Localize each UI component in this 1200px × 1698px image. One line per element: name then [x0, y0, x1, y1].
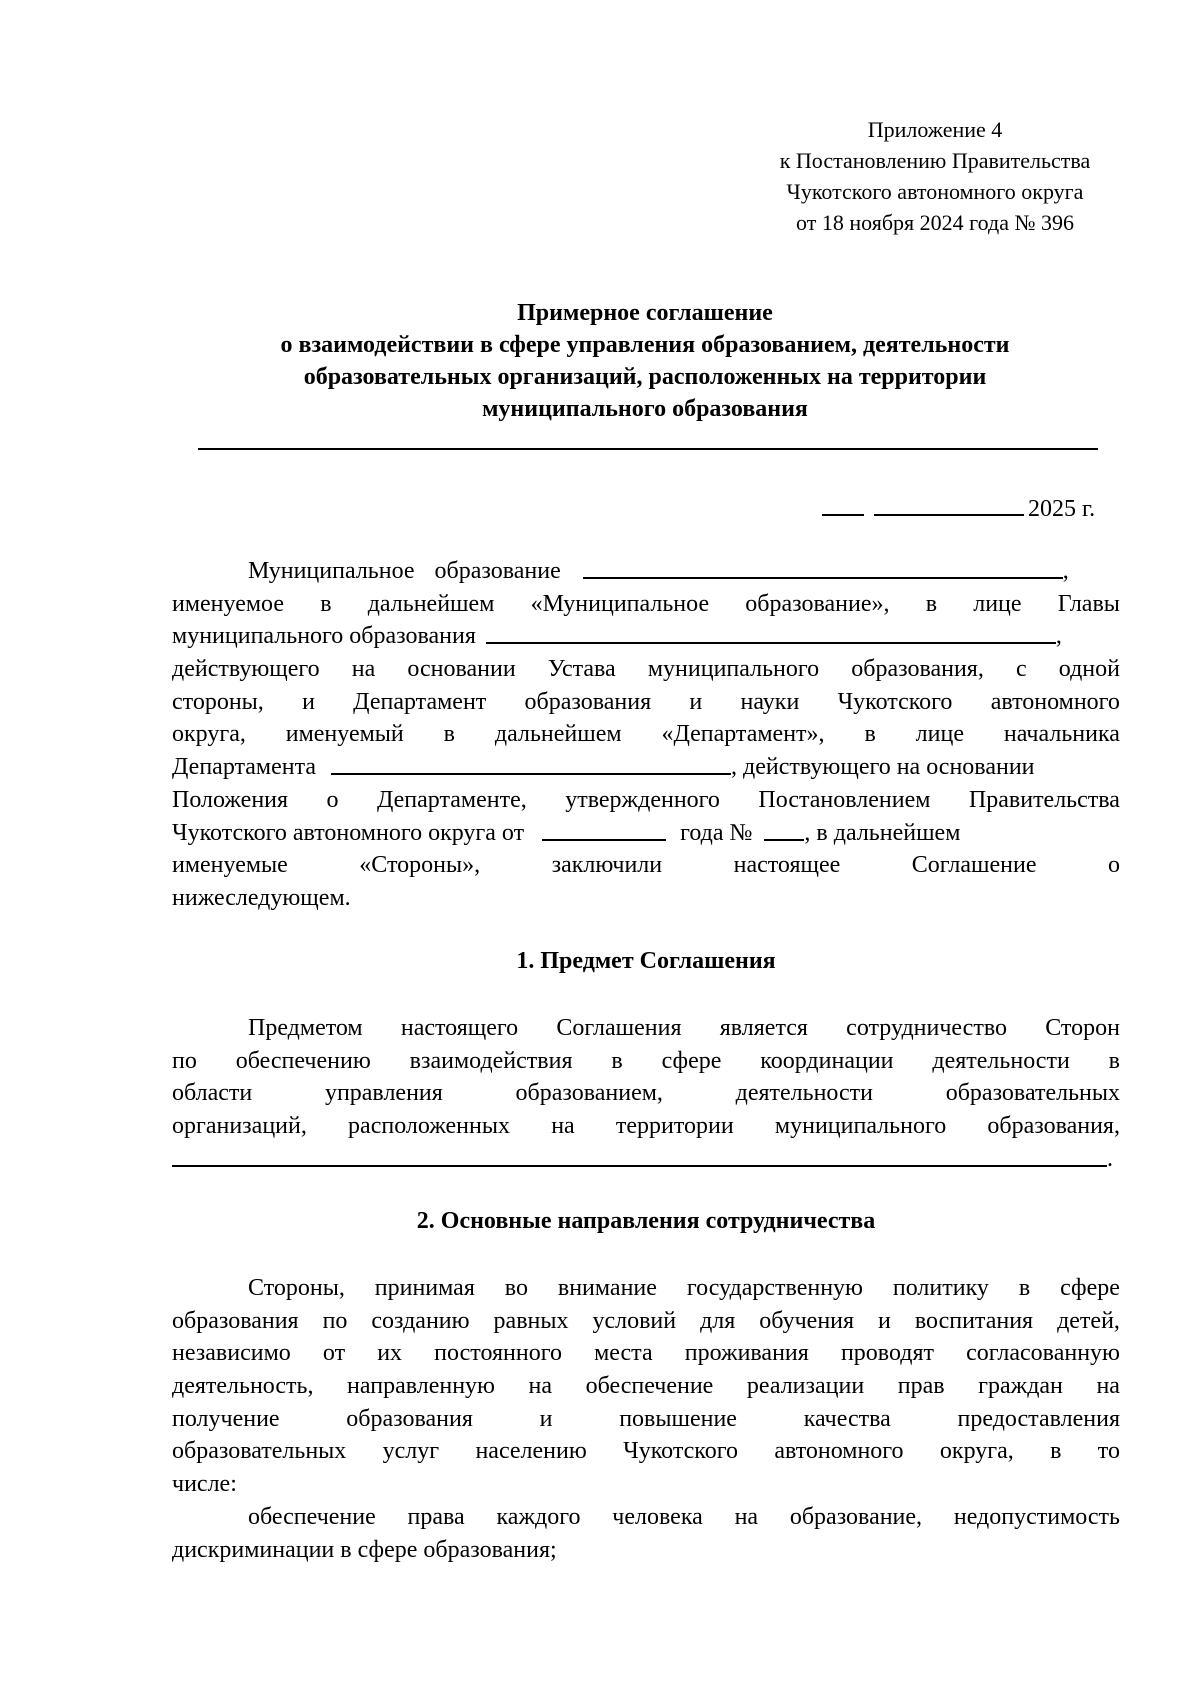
word: в — [611, 1047, 623, 1074]
word: качества — [803, 1405, 891, 1432]
word: именуемый — [285, 721, 404, 748]
word: образования — [524, 688, 652, 715]
title-line-3: образовательных организаций, расположенных на территории — [303, 364, 987, 390]
word: на — [528, 1373, 553, 1400]
text-span: , — [1055, 623, 1062, 650]
word: повышение — [619, 1405, 737, 1432]
section-2-heading: 2. Основные направления сотрудничества — [416, 1208, 876, 1234]
word: «Муниципальное — [530, 590, 710, 617]
annex-line-4: от 18 ноября 2024 года № 396 — [796, 210, 1074, 235]
text-span: муниципального образования — [172, 623, 476, 650]
word: по — [172, 1047, 197, 1074]
word: Чукотского — [623, 1438, 738, 1465]
word: обеспечение — [585, 1373, 714, 1400]
word: Стороны, — [248, 1275, 345, 1301]
word: стороны, — [172, 688, 264, 715]
section2-line — [172, 1435, 1120, 1468]
word: координации — [760, 1047, 894, 1074]
word: предоставления — [957, 1405, 1120, 1432]
word: принимая — [374, 1275, 475, 1301]
preamble-line — [172, 849, 1120, 882]
annex-line-3: Чукотского автономного округа — [786, 179, 1084, 204]
word: прав — [897, 1373, 945, 1400]
word: направленную — [347, 1373, 495, 1400]
word: равных — [493, 1307, 569, 1334]
word: и — [689, 688, 703, 715]
section1-line — [172, 1143, 1120, 1176]
word: то — [1097, 1438, 1120, 1465]
word: населению — [475, 1438, 587, 1465]
word: детей, — [1057, 1307, 1120, 1334]
word: граждан — [978, 1373, 1063, 1400]
title-line-1: Примерное соглашение — [517, 300, 773, 326]
word: Главы — [1057, 590, 1120, 617]
word: одной — [1058, 656, 1120, 683]
word: образование, — [789, 1503, 923, 1530]
word: на — [351, 656, 376, 683]
word: лице — [915, 721, 964, 748]
word: государственную — [686, 1275, 863, 1301]
word: обучения — [759, 1307, 855, 1334]
word: науки — [740, 688, 800, 715]
annex-line-2: к Постановлению Правительства — [779, 148, 1091, 173]
agreement-date — [822, 490, 1095, 525]
word: в — [1108, 1047, 1120, 1074]
text-span: образование — [434, 558, 561, 584]
word: согласованную — [966, 1340, 1120, 1367]
word: управления — [324, 1080, 443, 1107]
word: в — [443, 721, 455, 748]
section1-line — [172, 1110, 1120, 1143]
word: расположенных — [348, 1113, 510, 1140]
word: проживания — [684, 1340, 809, 1367]
word: образования — [346, 1405, 473, 1432]
date-year: 2025 г. — [1028, 496, 1096, 522]
preamble-line — [172, 784, 1120, 817]
word: в — [1050, 1438, 1062, 1465]
word: на — [734, 1503, 759, 1530]
word: каждого — [496, 1503, 581, 1530]
municipality-name-blank — [583, 555, 1063, 579]
word: Правительства — [968, 786, 1120, 813]
word: территории — [615, 1113, 734, 1140]
text-span: числе: — [172, 1471, 237, 1498]
title-line-2: о взаимодействии в сфере управления образованием, деятельности — [280, 332, 1010, 358]
word: их — [377, 1340, 403, 1367]
word: округа, — [172, 721, 246, 748]
word: в — [925, 590, 938, 617]
preamble-paragraph — [172, 555, 1120, 915]
word: настоящее — [733, 852, 841, 879]
word: независимо — [172, 1340, 291, 1367]
word: сфере — [1060, 1275, 1120, 1301]
preamble-line — [172, 653, 1120, 686]
word: деятельности — [735, 1080, 874, 1107]
word: и — [539, 1405, 553, 1432]
word: и — [878, 1307, 891, 1334]
word: утвержденного — [565, 786, 720, 813]
word: недопустимость — [953, 1503, 1120, 1530]
word: Положения — [172, 786, 289, 813]
word: области — [172, 1080, 253, 1107]
department-head-blank — [331, 751, 731, 775]
word: на — [551, 1113, 575, 1140]
text-span: дискриминации в сфере образования; — [172, 1536, 557, 1563]
word: права — [407, 1503, 465, 1530]
word: обеспечение — [248, 1503, 376, 1530]
word: округа, — [939, 1438, 1014, 1465]
word: автономного — [774, 1438, 904, 1465]
word: Предметом — [248, 1015, 363, 1041]
word: реализации — [746, 1373, 865, 1400]
annex-line-1: Приложение 4 — [867, 117, 1003, 142]
text-span: . — [1107, 1145, 1113, 1172]
word: основании — [407, 656, 516, 683]
word: от — [322, 1340, 346, 1367]
text-span: Муниципальное — [248, 558, 415, 584]
municipality-name-blank-2 — [172, 1143, 1107, 1167]
section-1-paragraph — [172, 1012, 1120, 1175]
text-span: , — [1062, 558, 1069, 584]
word: о — [1107, 852, 1120, 879]
word: действующего — [172, 656, 320, 683]
section1-line — [172, 1077, 1120, 1110]
preamble-line — [172, 718, 1120, 751]
word: Соглашения — [556, 1015, 682, 1041]
text-span: нижеследующем. — [172, 884, 351, 911]
section1-line — [172, 1045, 1120, 1078]
word: услуг — [382, 1438, 440, 1465]
word: муниципального — [647, 656, 820, 683]
word: Сторон — [1045, 1015, 1120, 1041]
word: деятельности — [932, 1047, 1070, 1074]
section2-line — [172, 1403, 1120, 1436]
preamble-line — [172, 555, 1120, 588]
word: Департаменте, — [376, 786, 527, 813]
section2-line — [172, 1534, 1120, 1567]
word: дальнейшем — [367, 590, 495, 617]
word: образовательных — [945, 1080, 1120, 1107]
word: заключили — [551, 852, 663, 879]
word: муниципального — [774, 1113, 947, 1140]
word: по — [322, 1307, 348, 1334]
word: постоянного — [434, 1340, 562, 1367]
section2-line — [172, 1337, 1120, 1370]
section1-line — [172, 1012, 1120, 1045]
resolution-date-blank — [542, 817, 666, 841]
text-span: года № — [680, 819, 753, 846]
word: проводят — [840, 1340, 934, 1367]
word: «Департамент», — [661, 721, 825, 748]
word: Соглашение — [911, 852, 1037, 879]
word: Устава — [547, 656, 616, 683]
word: лице — [973, 590, 1022, 617]
word: образованием, — [515, 1080, 663, 1107]
word: во — [504, 1275, 528, 1301]
word: взаимодействия — [409, 1047, 573, 1074]
date-month-blank — [874, 490, 1024, 516]
document-title — [170, 297, 1120, 425]
word: человека — [612, 1503, 703, 1530]
word: является — [719, 1015, 808, 1041]
word: в — [320, 590, 332, 617]
word: именуемое — [172, 590, 284, 617]
word: обеспечению — [235, 1047, 371, 1074]
preamble-line — [172, 588, 1120, 621]
section2-line — [172, 1370, 1120, 1403]
word: созданию — [371, 1307, 470, 1334]
word: именуемые — [172, 852, 288, 879]
section2-line — [172, 1305, 1120, 1338]
preamble-line — [172, 882, 1120, 915]
word: о — [326, 786, 339, 813]
word: организаций, — [172, 1113, 307, 1140]
word: образование», — [745, 590, 890, 617]
resolution-number-blank — [764, 817, 804, 841]
word: образовательных — [172, 1438, 347, 1465]
word: «Стороны», — [359, 852, 481, 879]
word: в — [1018, 1275, 1031, 1301]
word: автономного — [990, 688, 1120, 715]
word: воспитания — [914, 1307, 1034, 1334]
text-span: Чукотского автономного округа от — [172, 819, 525, 846]
section-2-paragraph — [172, 1272, 1120, 1566]
word: в — [864, 721, 876, 748]
date-day-blank — [822, 490, 864, 516]
preamble-line — [172, 686, 1120, 719]
head-name-blank — [486, 620, 1056, 644]
word: Постановлением — [758, 786, 931, 813]
title-line-4: муниципального образования — [482, 396, 808, 422]
preamble-line — [172, 817, 1120, 850]
word: и — [302, 688, 315, 715]
text-span: , действующего на основании — [731, 754, 1035, 781]
preamble-line — [172, 751, 1120, 784]
annex-header — [765, 114, 1105, 238]
word: начальника — [1003, 721, 1120, 748]
section2-line — [172, 1468, 1120, 1501]
word: для — [700, 1307, 736, 1334]
word: условий — [592, 1307, 677, 1334]
section-1-heading: 1. Предмет Соглашения — [516, 948, 776, 974]
section2-line — [172, 1272, 1120, 1305]
text-span: , в дальнейшем — [804, 819, 961, 846]
word: политику — [892, 1275, 989, 1301]
word: с — [1015, 656, 1027, 683]
text-span: Департамента — [172, 754, 317, 781]
word: сотрудничество — [846, 1015, 1007, 1041]
word: образования, — [987, 1113, 1120, 1140]
word: сфере — [661, 1047, 722, 1074]
section2-line — [172, 1501, 1120, 1534]
municipality-blank-line — [198, 448, 1098, 450]
word: места — [594, 1340, 653, 1367]
word: деятельность, — [172, 1373, 314, 1400]
preamble-line — [172, 620, 1120, 653]
word: получение — [172, 1405, 280, 1432]
word: образования, — [851, 656, 984, 683]
word: на — [1096, 1373, 1120, 1400]
word: Департамент — [353, 688, 487, 715]
word: внимание — [557, 1275, 657, 1301]
word: Чукотского — [837, 688, 953, 715]
word: настоящего — [400, 1015, 519, 1041]
word: дальнейшем — [494, 721, 622, 748]
word: образования — [172, 1307, 299, 1334]
